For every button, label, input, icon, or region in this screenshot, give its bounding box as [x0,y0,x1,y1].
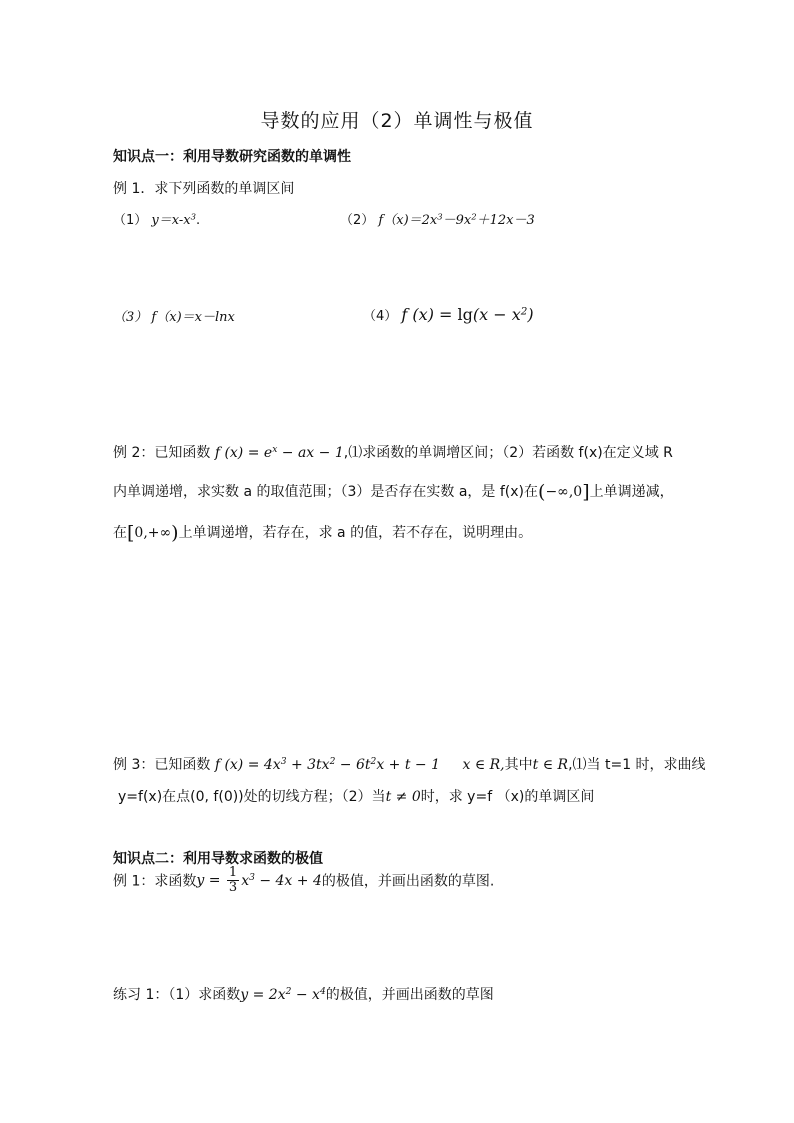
section-2-example-1: 例 1：求函数y = $\frac{1}{3}$ $x^3 - 4x + 4$的极值，并画出函数的草图. [113,865,495,895]
example-2-line-1: 例 2：已知函数 f $(x) = e^x$ − ax − 1,⑴求函数的单调增区间；（2）若函数 f(x)在定义域 R [113,445,673,461]
problem-1-formula: $y=x-x^3$ [151,211,196,228]
section-heading-1: 知识点一：利用导数研究函数的单调性 [113,149,351,165]
problem-2-label: （2） [340,213,375,228]
example-3-line-1: 例 3：已知函数 f $(x) = 4x^3 + 3tx^2 - 6t^2x + t - 1$ x ∈ R,其中t ∈ R,⑴当 t=1 时，求曲线 [113,757,706,773]
section-heading-2: 知识点二：利用导数求函数的极值 [113,851,323,867]
problem-2-formula: $f(x)=2x^3-9x^2+12x-3$ [378,211,535,228]
problem-3 [113,306,235,325]
problem-3-formula: f（x)＝x－lnx [151,310,235,325]
example-2-line-2: 内单调递增，求实数 a 的取值范围；（3）是否存在实数 a，是 f(x)在(−∞,0]上单调递减， [113,481,674,503]
problem-4-label: （4） [363,309,398,324]
practice-1: 练习 1：（1）求函数$y = 2x^2 - x^4$的极值，并画出函数的草图 [113,987,494,1003]
problem-4 [363,305,534,324]
problem-1-label: （1） [113,213,148,228]
example-3-formula: f $(x) = 4x^3 + 3tx^2 - 6t^2x + t - 1$ [214,757,441,773]
example-2-line-3: 在[0,+∞)上单调递增，若存在，求 a 的值，若不存在，说明理由。 [113,522,533,544]
practice-1-formula: $y = 2x^2 - x^4$ [240,987,326,1003]
problem-3-label: （3） [113,310,148,325]
problem-4-formula: f $(x) = \lg(x - x^2)$ [401,305,534,324]
fraction-one-third: $\frac{1}{3}$ [228,865,238,895]
problem-2 [340,209,535,228]
example-1-intro: 例 1．求下列函数的单调区间 [113,181,295,197]
page-title: 导数的应用（2）单调性与极值 [260,110,534,132]
example-2-formula: f $(x) = e^x$ − ax − 1 [214,445,344,461]
problem-1: （1） $y=x-x^3$. [113,211,201,228]
example-3-line-2: y=f(x)在点(0, f(0))处的切线方程；（2）当t ≠ 0时，求 y=f （x)的单调区间 [118,789,595,805]
